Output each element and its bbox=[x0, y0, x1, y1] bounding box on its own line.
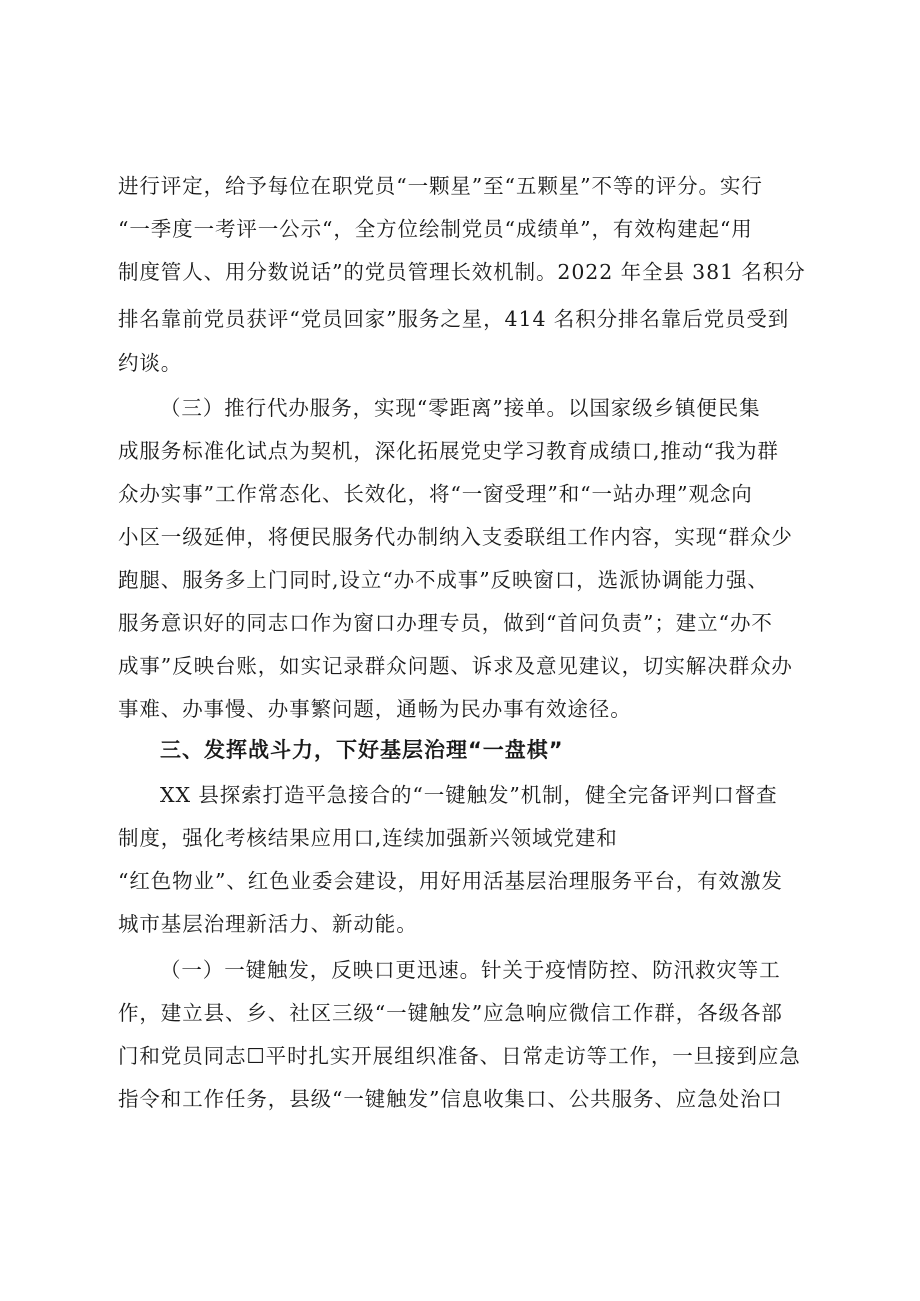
paragraph-line: 指令和工作任务，县级“一键触发”信息收集口、公共服务、应急处治口 bbox=[118, 1087, 783, 1111]
paragraph-line: （三）推行代办服务，实现“零距离”接单。以国家级乡镇便民集 bbox=[160, 396, 761, 420]
paragraph-line: （一）一键触发，反映口更迅速。针关于疫情防控、防汛救灾等工 bbox=[160, 958, 781, 982]
paragraph-line: 众办实事”工作常态化、长效化，将“一窗受理”和“一站办理”观念向 bbox=[118, 482, 753, 506]
paragraph-line: 作，建立县、乡、社区三级“一键触发”应急响应微信工作群，各级各部 bbox=[118, 1001, 783, 1025]
paragraph-line: 城市基层治理新活力、新动能。 bbox=[118, 912, 418, 936]
section-heading: 三、发挥战斗力，下好基层治理“一盘棋” bbox=[160, 738, 564, 762]
paragraph-line: 约谈。 bbox=[118, 351, 183, 375]
paragraph-line: 成事”反映台账，如实记录群众问题、诉求及意见建议，切实解决群众办 bbox=[118, 654, 793, 678]
paragraph-line: 成服务标准化试点为契机，深化拓展党史学习教育成绩口,推动“我为群 bbox=[118, 439, 779, 463]
paragraph-line: 制度，强化考核结果应用口,连续加强新兴领域党建和 bbox=[118, 826, 618, 850]
paragraph-line: 小区一级延伸，将便民服务代办制纳入支委联组工作内容，实现“群众少 bbox=[118, 525, 793, 549]
paragraph-line: 服务意识好的同志口作为窗口办理专员，做到“首问负责”；建立“办不 bbox=[118, 611, 773, 635]
paragraph-line: 进行评定，给予每位在职党员“一颗星”至“五颗星”不等的评分。实行 bbox=[118, 174, 763, 198]
paragraph-line: “红色物业”、红色业委会建设，用好用活基层治理服务平台，有效激发 bbox=[118, 869, 783, 893]
paragraph-line: 排名靠前党员获评“党员回家”服务之星，414 名积分排名靠后党员受到 bbox=[118, 307, 790, 331]
paragraph-line: XX 县探索打造平急接合的“一键触发”机制，健全完备评判口督查 bbox=[160, 783, 778, 807]
paragraph-line: 门和党员同志☐平时扎实开展组织准备、日常走访等工作，一旦接到应急 bbox=[118, 1044, 801, 1068]
paragraph-line: 制度管人、用分数说话”的党员管理长效机制。2022 年全县 381 名积分 bbox=[118, 260, 806, 284]
paragraph-line: 事难、办事慢、办事繁问题，通畅为民办事有效途径。 bbox=[118, 697, 632, 721]
paragraph-line: “一季度一考评一公示“，全方位绘制党员“成绩单”，有效构建起“用 bbox=[118, 217, 753, 241]
paragraph-line: 跑腿、服务多上门同时,设立“办不成事”反映窗口，选派协调能力强、 bbox=[118, 568, 769, 592]
